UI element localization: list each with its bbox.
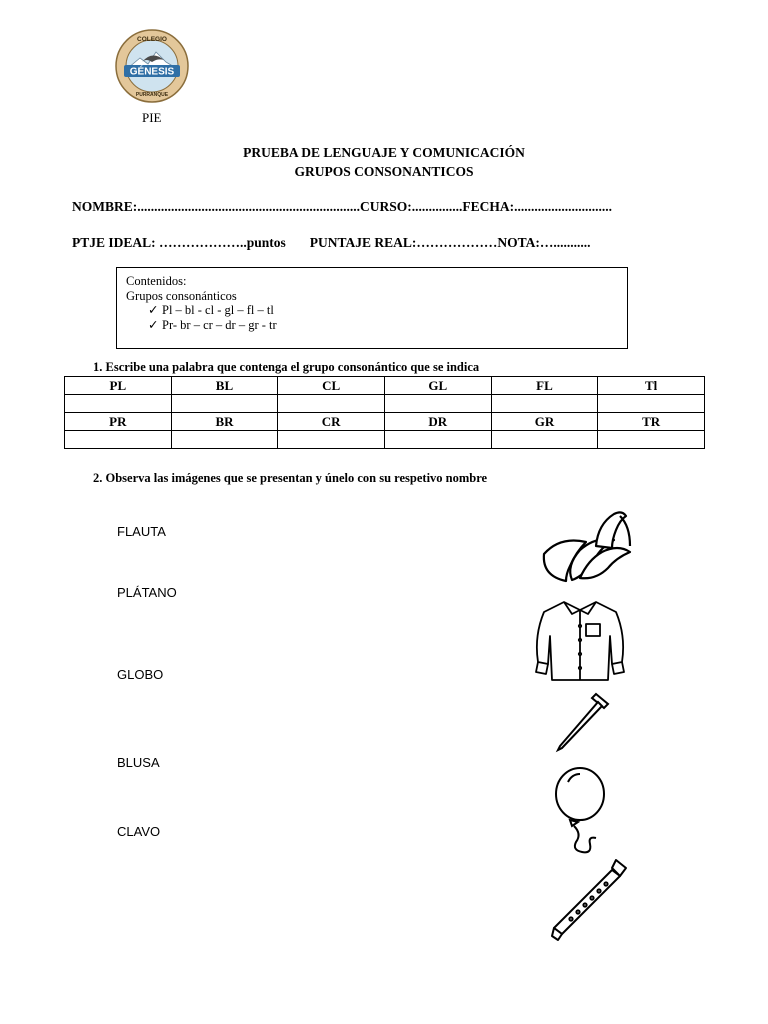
- logo-name: GÉNESIS: [129, 66, 175, 78]
- nail-icon[interactable]: [552, 690, 612, 754]
- contents-box: [116, 267, 628, 349]
- answer-cell[interactable]: [65, 395, 172, 413]
- logo-top-text: COLEGIO: [137, 36, 167, 43]
- table-header-cell: Tl: [598, 377, 705, 395]
- table-header-cell: PR: [65, 413, 172, 431]
- word-platano[interactable]: PLÁTANO: [117, 585, 177, 600]
- table-header-row: [65, 413, 705, 431]
- school-logo: [114, 28, 190, 104]
- page-subtitle: GRUPOS CONSONANTICOS: [294, 164, 474, 179]
- table-header-cell: GR: [491, 413, 598, 431]
- balloon-icon[interactable]: [552, 764, 612, 856]
- ideal-score-field: PTJE IDEAL: ………………..puntos: [72, 235, 286, 250]
- table-header-cell: BR: [171, 413, 278, 431]
- program-label: PIE: [142, 110, 162, 125]
- table-header-cell: GL: [384, 377, 491, 395]
- logo-bottom-text: PURRANQUE: [135, 92, 169, 98]
- check-icon: ✓: [148, 317, 159, 332]
- answer-cell[interactable]: [598, 395, 705, 413]
- answer-cell[interactable]: [384, 395, 491, 413]
- contents-item: [126, 318, 627, 333]
- real-score-field: PUNTAJE REAL:………………NOTA:…...........: [309, 235, 591, 250]
- table-header-cell: PL: [65, 377, 172, 395]
- table-header-row: [65, 377, 705, 395]
- table-header-cell: FL: [491, 377, 598, 395]
- answer-cell[interactable]: [384, 431, 491, 449]
- table-header-cell: TR: [598, 413, 705, 431]
- banana-icon[interactable]: [536, 506, 636, 588]
- page-title: PRUEBA DE LENGUAJE Y COMUNICACIÓN: [243, 145, 525, 160]
- contents-subheading: Grupos consonánticos: [126, 288, 237, 303]
- table-header-cell: DR: [384, 413, 491, 431]
- answer-cell[interactable]: [171, 395, 278, 413]
- name-course-date-line: NOMBRE:..................................................................CURSO:...............FECHA:.............................: [72, 199, 612, 214]
- question-1: 1. Escribe una palabra que contenga el grupo consonántico que se indica: [93, 360, 480, 374]
- table-header-cell: CR: [278, 413, 385, 431]
- shirt-icon[interactable]: [530, 596, 630, 688]
- word-globo[interactable]: GLOBO: [117, 667, 164, 682]
- answer-cell[interactable]: [278, 395, 385, 413]
- word-blusa[interactable]: BLUSA: [117, 755, 160, 770]
- answer-cell[interactable]: [491, 395, 598, 413]
- contents-item: [126, 303, 627, 318]
- answer-cell[interactable]: [278, 431, 385, 449]
- answer-cell[interactable]: [598, 431, 705, 449]
- table-answer-row: [65, 431, 705, 449]
- answer-cell[interactable]: [491, 431, 598, 449]
- contents-item-text: Pr- br – cr – dr – gr - tr: [162, 317, 277, 332]
- consonant-groups-table: [64, 376, 705, 449]
- table-header-cell: CL: [278, 377, 385, 395]
- question-2: 2. Observa las imágenes que se presentan y únelo con su respetivo nombre: [93, 471, 488, 485]
- contents-item-text: Pl – bl - cl - gl – fl – tl: [162, 303, 274, 317]
- word-clavo[interactable]: CLAVO: [117, 824, 161, 839]
- answer-cell[interactable]: [65, 431, 172, 449]
- word-flauta[interactable]: FLAUTA: [117, 524, 166, 539]
- contents-heading: Contenidos:: [126, 274, 187, 288]
- check-icon: ✓: [148, 303, 159, 317]
- table-header-cell: BL: [171, 377, 278, 395]
- score-line: [72, 235, 591, 251]
- flute-icon[interactable]: [550, 856, 632, 942]
- answer-cell[interactable]: [171, 431, 278, 449]
- table-answer-row: [65, 395, 705, 413]
